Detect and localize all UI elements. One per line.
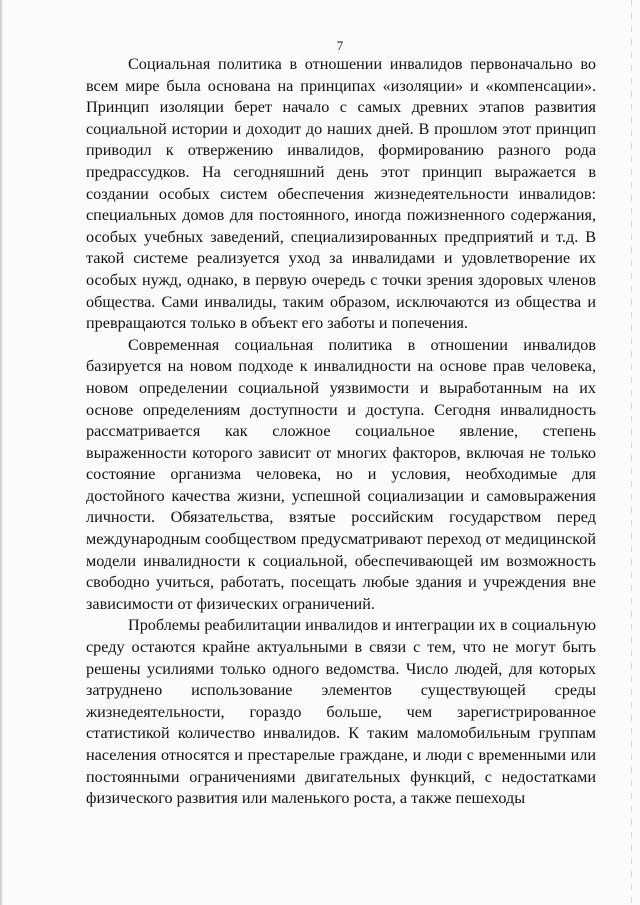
scan-edge-left (0, 0, 3, 905)
paragraph-modern-policy: Современная социальная политика в отношении инвалидов базируется на новом подходе к инвалидности на основе прав человека, новом определении социальной уязвимости и выработанным на их основе определениям доступности и доступа. Сегодня инвалидность рассматривается как сложное социальное явление, степень выраженности которого зависит от многих факторов, включая не только состояние организма человека, но и условия, необходимые для достойного качества жизни, успешной социализации и самовыражения личности. Обязательства, взятые российским государством перед международным сообществом предусматривают переход от медицинской модели инвалидности к социальной, обеспечивающей им возможность свободно учиться, работать, посещать любые здания и учреждения вне зависимости от физических ограничений. (86, 335, 596, 613)
paragraph-isolation-principle: Социальная политика в отношении инвалидов первоначально во всем мире была основана на принципах «изоляции» и «компенсации». Принцип изоляции берет начало с самых древних этапов развития социальной истории и доходит до наших дней. В прошлом этот принцип приводил к отвержению инвалидов, формированию разного рода предрассудков. На сегодняшний день этот принцип выражается в создании особых систем обеспечения жизнедеятельности инвалидов: специальных домов для постоянного, иногда пожизненного содержания, особых учебных заведений, специализированных предприятий и т.д. В такой системе реализуется уход за инвалидами и удовлетворение их особых нужд, однако, в первую очередь с точки зрения здоровых членов общества. Сами инвалиды, таким образом, исключаются из общества и превращаются только в объект его заботы и попечения. (86, 55, 596, 333)
scan-edge-right (631, 0, 632, 905)
page-body (86, 54, 596, 810)
page-number: 7 (336, 38, 344, 53)
paragraph-rehabilitation-problems: Проблемы реабилитации инвалидов и интеграции их в социальную среду остаются крайне актуальными в связи с тем, что не могут быть решены усилиями только одного ведомства. Число людей, для которых затруднено использование элементов существующей среды жизнедеятельности, гораздо больше, чем зарегистрированное статистикой количество инвалидов. К таким маломобильным группам населения относятся и престарелые граждане, и люди с временными или постоянными ограничениями двигательных функций, с недостатками физического развития или маленького роста, а также пешеходы (86, 616, 596, 808)
